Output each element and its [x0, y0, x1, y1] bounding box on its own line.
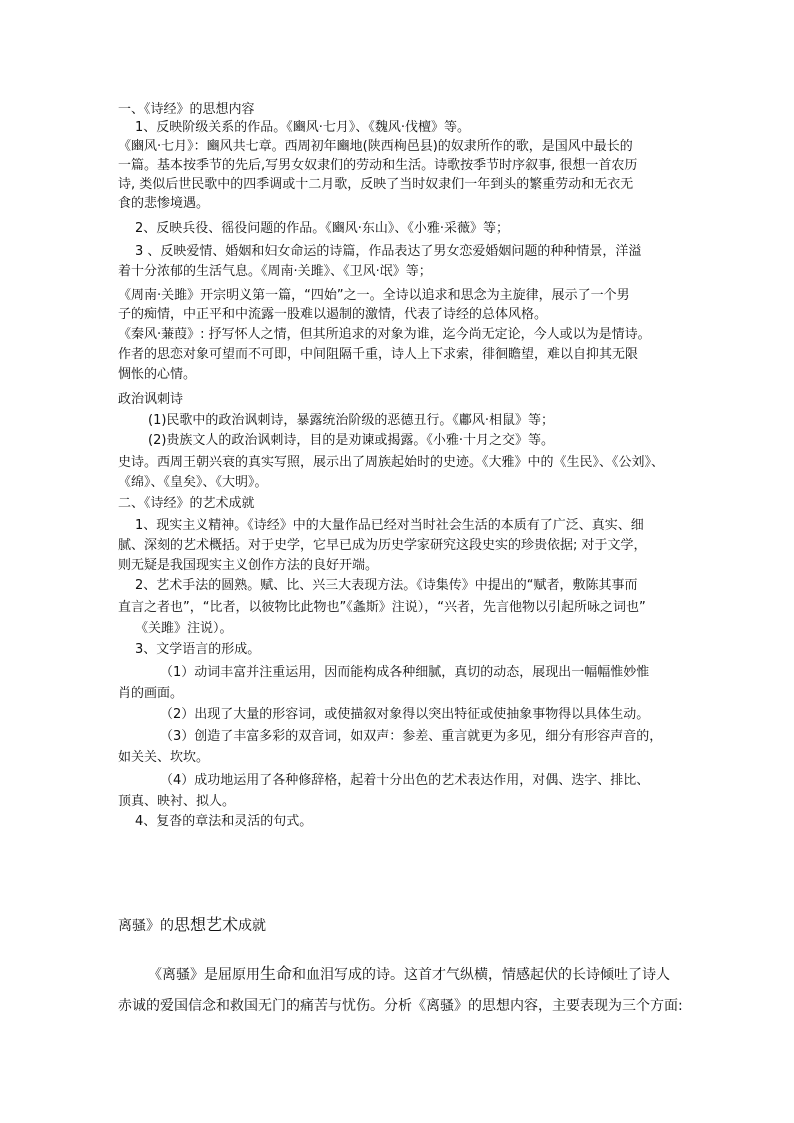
text-line: 腻、深刻的艺术概括。对于史学，它早已成为历史学家研究这段史实的珍贵依据; 对于文学， — [118, 538, 647, 553]
section-heading-lisao: 离骚》的思想艺术成就 — [118, 916, 267, 934]
text-line: 3 、反映爱情、婚姻和妇女命运的诗篇，作品表达了男女恋爱婚姻问题的种种情景，洋溢 — [135, 244, 642, 259]
text-line: 史诗。西周王朝兴衰的真实写照，展示出了周族起始时的史迹。《大雅》中的《生民》、《公刘》、 — [118, 455, 665, 470]
text-line: 作者的思恋对象可望而不可即，中间阻隔千重，诗人上下求索，徘徊瞻望，难以自抑其无限 — [118, 347, 639, 362]
text-line: 《周南·关雎》开宗明义第一篇，“四始”之一。全诗以追求和思念为主旋律，展示了一个男 — [118, 288, 630, 303]
text-line: 子的痴情，中正平和中流露一股难以遏制的激情，代表了诗经的总体风格。 — [118, 307, 548, 322]
text-line: 《豳风·七月》：豳风共七章。西周初年豳地(陕西栒邑县)的奴隶所作的歌，是国风中最长的 — [118, 139, 633, 154]
text-line: （4）成功地运用了各种修辞格，起着十分出色的艺术表达作用，对偶、迭字、排比、 — [160, 773, 650, 788]
text-line: 1、反映阶级关系的作品。《豳风·七月》、《魏风·伐檀》等。 — [135, 120, 471, 135]
text-line: 诗, 类似后世民歌中的四季调或十二月歌，反映了当时奴隶们一年到头的繁重劳动和无衣无 — [118, 177, 634, 192]
text-line: 二、《诗经》的艺术成就 — [118, 496, 255, 511]
text-line: 3、文学语言的形成。 — [135, 642, 261, 657]
text-line: (2)贵族文人的政治讽刺诗，目的是劝谏或揭露。《小雅·十月之交》等。 — [148, 433, 555, 448]
text-line: 政治讽刺诗 — [118, 392, 184, 407]
text-line: 肖的画面。 — [118, 686, 184, 701]
text-line: 一篇。基本按季节的先后,写男女奴隶们的劳动和生活。诗歌按季节时序叙事, 很想一首农历 — [118, 158, 638, 173]
text-line: 2、艺术手法的圆熟。赋、比、兴三大表现方法。《诗集传》中提出的“赋者，敷陈其事而 — [135, 578, 638, 593]
text-line: 4、复沓的章法和灵活的句式。 — [135, 814, 313, 829]
text-line: 1、现实主义精神。《诗经》中的大量作品已经对当时社会生活的本质有了广泛、真实、细 — [135, 518, 644, 533]
text-line: 直言之者也”，“比者，以彼物比此物也”《螽斯》注说），“兴者，先言他物以引起所咏之词也” — [118, 600, 646, 615]
text-line: 2、反映兵役、徭役问题的作品。《豳风·东山》、《小雅·采薇》等； — [135, 221, 510, 236]
text-line: 一、《诗经》的思想内容 — [118, 102, 255, 117]
text-line: 则无疑是我国现实主义创作方法的良好开端。 — [118, 558, 379, 573]
paragraph-lisao-1: 《离骚》是屈原用生命和血泪写成的诗。这首才气纵横，情感起伏的长诗倾吐了诗人 — [148, 964, 671, 983]
text-line: 《绵》、《皇矣》、《大明》。 — [118, 475, 268, 490]
text-line: 着十分浓郁的生活气息。《周南·关雎》、《卫风·氓》等； — [118, 264, 432, 279]
text-line: （2）出现了大量的形容词，或使描叙对象得以突出特征或使抽象事物得以具体生动。 — [160, 707, 650, 722]
text-line: (1)民歌中的政治讽刺诗，暴露统治阶级的恶德丑行。《鄘风·相鼠》等； — [148, 413, 555, 428]
text-line: 食的悲惨境遇。 — [118, 196, 210, 211]
paragraph-lisao-2: 赤诚的爱国信念和救国无门的痛苦与忧伤。分析《离骚》的思想内容，主要表现为三个方面: — [118, 998, 683, 1014]
text-line: （1）动词丰富并注重运用，因而能构成各种细腻，真切的动态，展现出一幅幅惟妙惟 — [160, 665, 650, 680]
text-line: 如关关、坎坎。 — [118, 750, 210, 765]
text-line: 顶真、映衬、拟人。 — [118, 794, 236, 809]
text-line: 《关雎》注说）。 — [135, 621, 233, 636]
text-line: （3）创造了丰富多彩的双音词，如双声：参差、重言就更为多见，细分有形容声音的， — [160, 729, 663, 744]
text-line: 《秦风·蒹葭》: 抒写怀人之情，但其所追求的对象为谁，迄今尚无定论，今人或以为是情诗。 — [118, 327, 651, 342]
text-line: 惆怅的心情。 — [118, 367, 197, 382]
